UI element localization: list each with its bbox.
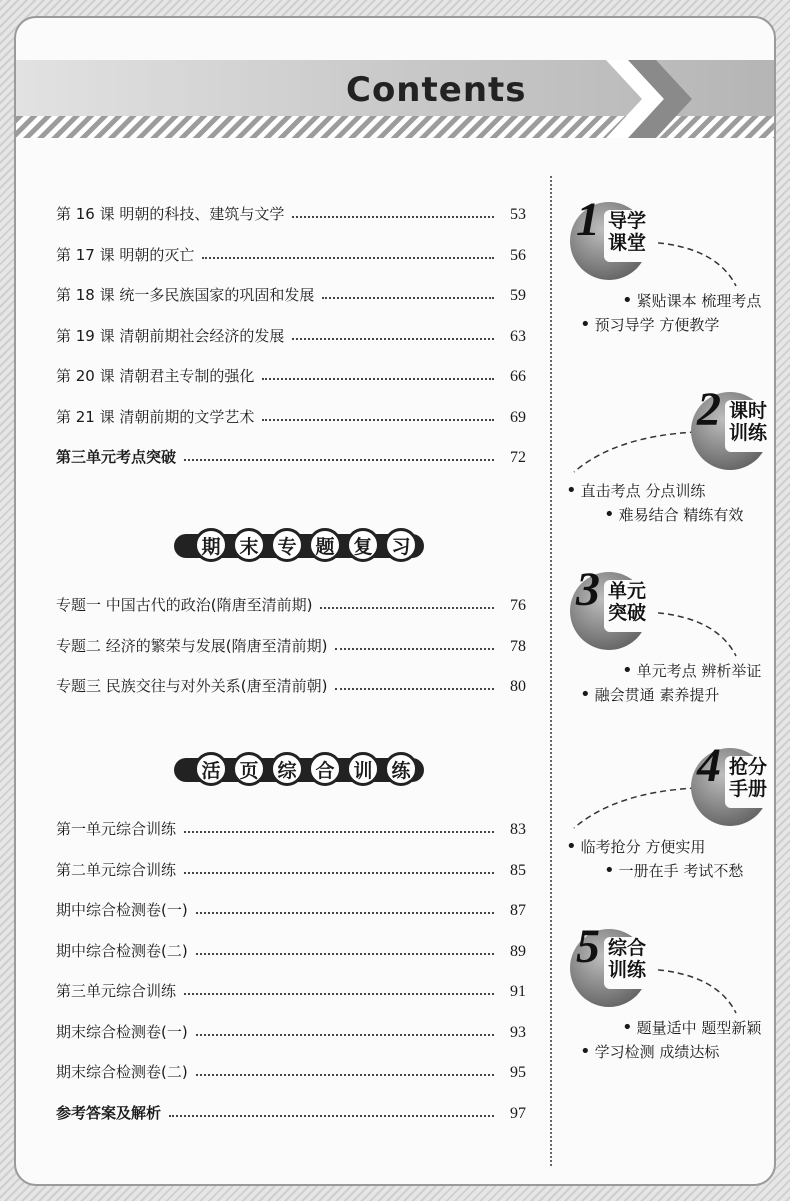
feature-point bbox=[622, 1017, 761, 1038]
toc-entry-title: 第 16 课 明朝的科技、建筑与文学 bbox=[56, 205, 285, 223]
toc-leader-dots bbox=[184, 459, 494, 461]
page-title: Contents bbox=[346, 70, 527, 110]
feature-point bbox=[604, 860, 743, 881]
toc-page-number: 53 bbox=[510, 206, 526, 223]
toc-leader-dots bbox=[196, 912, 494, 914]
bullet-icon: • bbox=[580, 684, 591, 705]
bullet-icon: • bbox=[622, 290, 633, 311]
toc-entry[interactable] bbox=[56, 589, 526, 615]
badge-title: 抢分手册 bbox=[729, 756, 768, 800]
toc-page-number: 85 bbox=[510, 861, 526, 879]
feature-point-text: 直击考点 分点训练 bbox=[580, 482, 706, 500]
heading-char: 页 bbox=[232, 752, 266, 786]
toc-leader-dots bbox=[320, 607, 494, 609]
toc-entry-title: 第三单元综合训练 bbox=[56, 982, 177, 1000]
toc-page-number: 89 bbox=[510, 942, 526, 960]
feature-point-text: 融会贯通 素养提升 bbox=[594, 686, 720, 704]
toc-entry[interactable] bbox=[56, 894, 526, 920]
feature-point bbox=[580, 684, 719, 705]
heading-char: 题 bbox=[308, 528, 342, 562]
toc-page-number: 56 bbox=[510, 246, 526, 264]
heading-char: 活 bbox=[194, 752, 228, 786]
toc-entry-title: 第 19 课 清朝前期社会经济的发展 bbox=[56, 326, 285, 345]
bullet-icon: • bbox=[580, 314, 591, 335]
toc-page-number: 63 bbox=[510, 327, 526, 345]
feature-5 bbox=[556, 920, 776, 1063]
bullet-icon: • bbox=[604, 860, 615, 881]
toc-page-number: 93 bbox=[510, 1023, 526, 1041]
toc-page-number: 95 bbox=[510, 1064, 526, 1081]
feature-point-text: 单元考点 辨析举证 bbox=[636, 662, 762, 680]
badge-number: 3 bbox=[576, 563, 600, 616]
toc-leader-dots bbox=[292, 338, 494, 340]
column-divider bbox=[550, 176, 552, 1166]
toc-page-number: 97 bbox=[510, 1104, 526, 1122]
feature-3 bbox=[556, 563, 776, 706]
feature-point bbox=[580, 314, 719, 335]
toc-entry-title: 专题二 经济的繁荣与发展(隋唐至清前期) bbox=[56, 636, 328, 655]
toc-page-number: 78 bbox=[510, 637, 526, 655]
feature-1 bbox=[556, 193, 776, 336]
feature-point bbox=[566, 836, 705, 857]
contents-banner bbox=[16, 60, 776, 138]
toc-entry[interactable] bbox=[56, 360, 526, 386]
toc-entry[interactable] bbox=[56, 854, 526, 880]
toc-entry-title: 期中综合检测卷(一) bbox=[56, 901, 188, 919]
toc-page-number: 66 bbox=[510, 368, 526, 385]
heading-char: 专 bbox=[270, 528, 304, 562]
toc-entry-title: 第 21 课 清朝前期的文学艺术 bbox=[56, 407, 255, 426]
heading-char: 复 bbox=[346, 528, 380, 562]
feature-point-text: 紧贴课本 梳理考点 bbox=[636, 292, 762, 310]
toc-entry-title: 参考答案及解析 bbox=[56, 1103, 162, 1122]
toc-leader-dots bbox=[184, 993, 494, 995]
toc-page-number: 76 bbox=[510, 597, 526, 614]
toc-leader-dots bbox=[202, 257, 494, 259]
badge-number: 1 bbox=[576, 193, 600, 246]
toc-entry-title: 第 17 课 明朝的灭亡 bbox=[56, 245, 195, 264]
toc-entry-title: 第 18 课 统一多民族国家的巩固和发展 bbox=[56, 286, 315, 304]
toc-entry[interactable] bbox=[56, 1097, 526, 1123]
toc-entry-title: 第三单元考点突破 bbox=[56, 448, 177, 466]
badge-title: 单元突破 bbox=[608, 580, 647, 624]
badge-title: 课时训练 bbox=[729, 400, 768, 444]
badge-number: 2 bbox=[697, 383, 721, 436]
toc-entry-title: 专题三 民族交往与对外关系(唐至清前朝) bbox=[56, 677, 328, 695]
toc-leader-dots bbox=[262, 419, 494, 421]
feature-2 bbox=[556, 383, 776, 526]
feature-point-text: 难易结合 精练有效 bbox=[618, 506, 744, 524]
toc-entry[interactable] bbox=[56, 401, 526, 427]
feature-point bbox=[622, 660, 761, 681]
bullet-icon: • bbox=[566, 480, 577, 501]
toc-entry[interactable] bbox=[56, 279, 526, 305]
toc-entry[interactable] bbox=[56, 320, 526, 346]
toc-entry[interactable] bbox=[56, 239, 526, 265]
badge-title: 综合训练 bbox=[608, 937, 647, 981]
toc-leader-dots bbox=[196, 953, 494, 955]
toc-leader-dots bbox=[184, 831, 494, 833]
toc-entry[interactable] bbox=[56, 1056, 526, 1082]
feature-point bbox=[622, 290, 761, 311]
toc-page-number: 87 bbox=[510, 902, 526, 919]
bullet-icon: • bbox=[622, 660, 633, 681]
heading-char: 习 bbox=[384, 528, 418, 562]
toc-leader-dots bbox=[292, 216, 494, 218]
heading-char: 合 bbox=[308, 752, 342, 786]
bullet-icon: • bbox=[566, 836, 577, 857]
bullet-icon: • bbox=[622, 1017, 633, 1038]
toc-leader-dots bbox=[196, 1074, 494, 1076]
feature-4 bbox=[556, 739, 776, 882]
toc-page-number: 69 bbox=[510, 408, 526, 426]
toc-page-number: 80 bbox=[510, 678, 526, 695]
toc-entry[interactable] bbox=[56, 630, 526, 656]
toc-leader-dots bbox=[196, 1034, 494, 1036]
toc-leader-dots bbox=[335, 688, 494, 690]
badge-number: 5 bbox=[576, 920, 600, 973]
toc-entry-title: 期末综合检测卷(一) bbox=[56, 1022, 188, 1041]
feature-point-text: 一册在手 考试不愁 bbox=[618, 862, 744, 880]
toc-page-number: 91 bbox=[510, 983, 526, 1000]
toc-entry[interactable] bbox=[56, 1016, 526, 1042]
bullet-icon: • bbox=[604, 504, 615, 525]
toc-page-number: 59 bbox=[510, 287, 526, 304]
feature-point-text: 题量适中 题型新颖 bbox=[636, 1019, 762, 1037]
toc-leader-dots bbox=[262, 378, 494, 380]
toc-entry[interactable] bbox=[56, 813, 526, 839]
toc-entry[interactable] bbox=[56, 975, 526, 1001]
toc-leader-dots bbox=[335, 648, 494, 650]
badge-title: 导学课堂 bbox=[608, 210, 647, 254]
toc-entry-title: 专题一 中国古代的政治(隋唐至清前期) bbox=[56, 596, 313, 614]
feature-point bbox=[580, 1041, 719, 1062]
heading-char: 综 bbox=[270, 752, 304, 786]
heading-char: 期 bbox=[194, 528, 228, 562]
bullet-icon: • bbox=[580, 1041, 591, 1062]
toc-leader-dots bbox=[169, 1115, 494, 1117]
badge-number: 4 bbox=[697, 739, 721, 792]
heading-char: 练 bbox=[384, 752, 418, 786]
feature-point-text: 学习检测 成绩达标 bbox=[594, 1043, 720, 1061]
heading-char: 末 bbox=[232, 528, 266, 562]
contents-page bbox=[14, 16, 776, 1186]
toc-page-number: 72 bbox=[510, 449, 526, 466]
toc-entry[interactable] bbox=[56, 441, 526, 467]
feature-point-text: 临考抢分 方便实用 bbox=[580, 838, 706, 856]
toc-entry[interactable] bbox=[56, 935, 526, 961]
toc-entry-title: 期末综合检测卷(二) bbox=[56, 1063, 188, 1081]
feature-point bbox=[604, 504, 743, 525]
toc-leader-dots bbox=[322, 297, 494, 299]
toc-entry[interactable] bbox=[56, 670, 526, 696]
toc-leader-dots bbox=[184, 872, 494, 874]
toc-entry[interactable] bbox=[56, 198, 526, 224]
feature-point-text: 预习导学 方便教学 bbox=[594, 316, 720, 334]
feature-point bbox=[566, 480, 705, 501]
toc-page-number: 83 bbox=[510, 821, 526, 838]
toc-entry-title: 期中综合检测卷(二) bbox=[56, 941, 188, 960]
heading-char: 训 bbox=[346, 752, 380, 786]
toc-entry-title: 第二单元综合训练 bbox=[56, 860, 177, 879]
toc-entry-title: 第 20 课 清朝君主专制的强化 bbox=[56, 367, 255, 385]
toc-entry-title: 第一单元综合训练 bbox=[56, 820, 177, 838]
